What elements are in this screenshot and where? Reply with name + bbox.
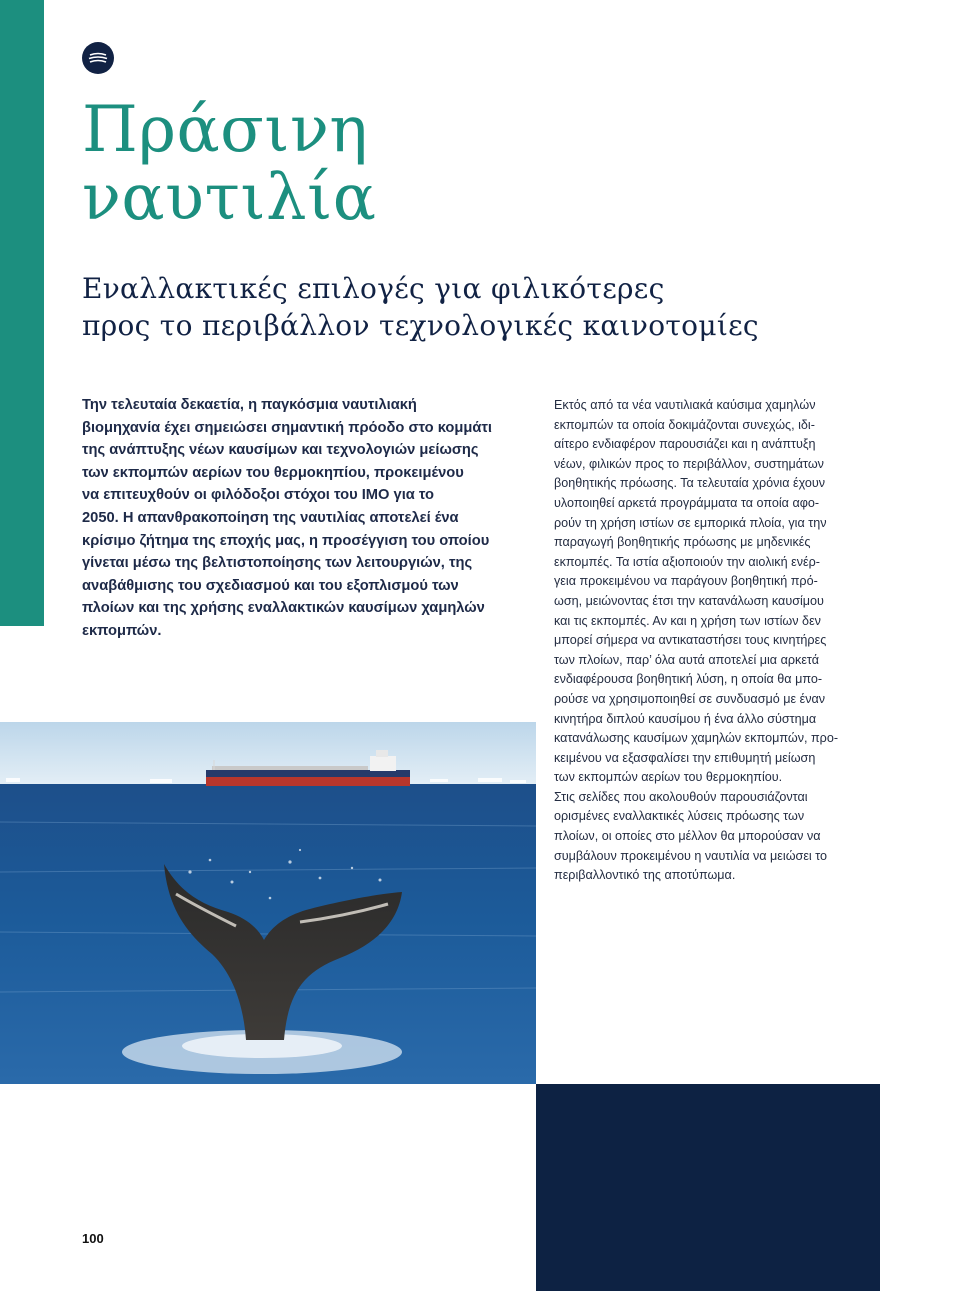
subtitle-line-1: Εναλλακτικές επιλογές για φιλικότερες xyxy=(82,272,665,305)
body-line: γεια προκειμένου να παράγουν βοηθητική πρό- xyxy=(554,574,818,589)
body-line: κινητήρα διπλού καυσίμου ή ένα άλλο σύστημα xyxy=(554,711,817,726)
body-line: ενδιαφέρουσα βοηθητική λύση, η οποία θα μπο- xyxy=(554,672,823,687)
intro-line: Την τελευταία δεκαετία, η παγκόσμια ναυτιλιακή xyxy=(82,397,417,413)
navy-accent-block xyxy=(536,1084,880,1291)
body-line: συμβάλουν προκειμένου η ναυτιλία να μειώσει το xyxy=(554,848,828,863)
body-line: εκπομπές. Τα ιστία αξιοποιούν την αιολική ενέρ- xyxy=(554,554,820,569)
body-line: μπορεί σήμερα να αντικαταστήσει τους κινητήρες xyxy=(554,633,827,648)
body-line: πλοίων, οι οποίες στο μέλλον θα μπορούσαν να xyxy=(554,829,821,844)
body-column xyxy=(554,396,862,886)
body-line: αίτερο ενδιαφέρον παρουσιάζει και η ανάπτυξη xyxy=(554,437,816,452)
body-paragraph-2 xyxy=(554,788,862,886)
body-line: Εκτός από τα νέα ναυτιλιακά καύσιμα χαμηλών xyxy=(554,398,816,412)
body-line: Στις σελίδες που ακολουθούν παρουσιάζονται xyxy=(554,789,808,804)
title-line-2: ναυτιλία xyxy=(82,161,377,235)
body-line: ρούσε να χρησιμοποιηθεί σε συνδυασμό με έναν xyxy=(554,691,826,706)
intro-line: των εκπομπών αερίων του θερμοκηπίου, προκειμένου xyxy=(82,464,464,481)
intro-line: να επιτευχθούν οι φιλόδοξοι στόχοι του IMO για το xyxy=(82,487,435,504)
body-line: νέων, φιλικών προς το περιβάλλον, συστημάτων xyxy=(554,456,824,471)
body-line: και τις εκπομπές. Αν και η χρήση των ιστίων δεν xyxy=(554,613,821,628)
intro-line: της ανάπτυξης νέων καυσίμων και τεχνολογιών μείωσης xyxy=(82,442,479,459)
body-paragraph-1 xyxy=(554,396,862,788)
page-subtitle xyxy=(82,270,942,344)
body-line: βοηθητικής πρόωσης. Τα τελευταία χρόνια έχουν xyxy=(554,476,826,491)
intro-line: κρίσιμο ζήτημα της εποχής μας, η προσέγγιση του οποίου xyxy=(82,532,490,549)
intro-line: πλοίων και της χρήσης εναλλακτικών καυσίμων χαμηλών xyxy=(82,600,485,617)
body-line: κειμένου να εξασφαλίσει την επιθυμητή μείωση xyxy=(554,750,816,765)
body-line: ρούν τη χρήση ιστίων σε εμπορικά πλοία, για την xyxy=(554,515,827,530)
intro-line: αναβάθμισης του σχεδιασμού και του εξοπλισμού των xyxy=(82,577,459,594)
body-line: ορισμένες εναλλακτικές λύσεις πρόωσης των xyxy=(554,809,805,824)
teal-side-bar xyxy=(0,0,44,626)
body-line: των πλοίων, παρ’ όλα αυτά αποτελεί μια αρκετά xyxy=(554,652,820,667)
body-line: περιβαλλοντικό της αποτύπωμα. xyxy=(554,868,736,883)
intro-line: 2050. Η απανθρακοποίηση της ναυτιλίας αποτελεί ένα xyxy=(82,509,459,526)
body-line: εκπομπών τα οποία δοκιμάζονται συνεχώς, ιδι- xyxy=(554,417,815,432)
body-line: κατανάλωσης καυσίμων χαμηλών εκπομπών, προ- xyxy=(554,731,839,746)
page-number: 100 xyxy=(82,1231,104,1246)
intro-line: βιομηχανία έχει σημειώσει σημαντική πρόοδο στο κομμάτι xyxy=(82,419,493,436)
whale-tail-photo xyxy=(0,722,536,1084)
intro-line: εκπομπών. xyxy=(82,622,162,639)
body-line: παραγωγή βοηθητικής πρόωσης με μηδενικές xyxy=(554,535,811,550)
body-line: των εκπομπών αερίων του θερμοκηπίου. xyxy=(554,770,783,785)
intro-line: γίνεται μέσω της βελτιστοποίησης των λειτουργιών, της xyxy=(82,555,473,572)
intro-paragraph xyxy=(82,394,522,643)
page-title xyxy=(82,93,377,235)
body-line: υλοποιηθεί αρκετά προγράμματα τα οποία αφο- xyxy=(554,495,820,510)
title-line-1: Πράσινη xyxy=(82,93,369,167)
body-line: ωση, μειώνοντας έτσι την κατανάλωση καυσίμου xyxy=(554,593,824,608)
section-logo-icon xyxy=(82,42,114,74)
subtitle-line-2: προς το περιβάλλον τεχνολογικές καινοτομίες xyxy=(82,309,759,342)
